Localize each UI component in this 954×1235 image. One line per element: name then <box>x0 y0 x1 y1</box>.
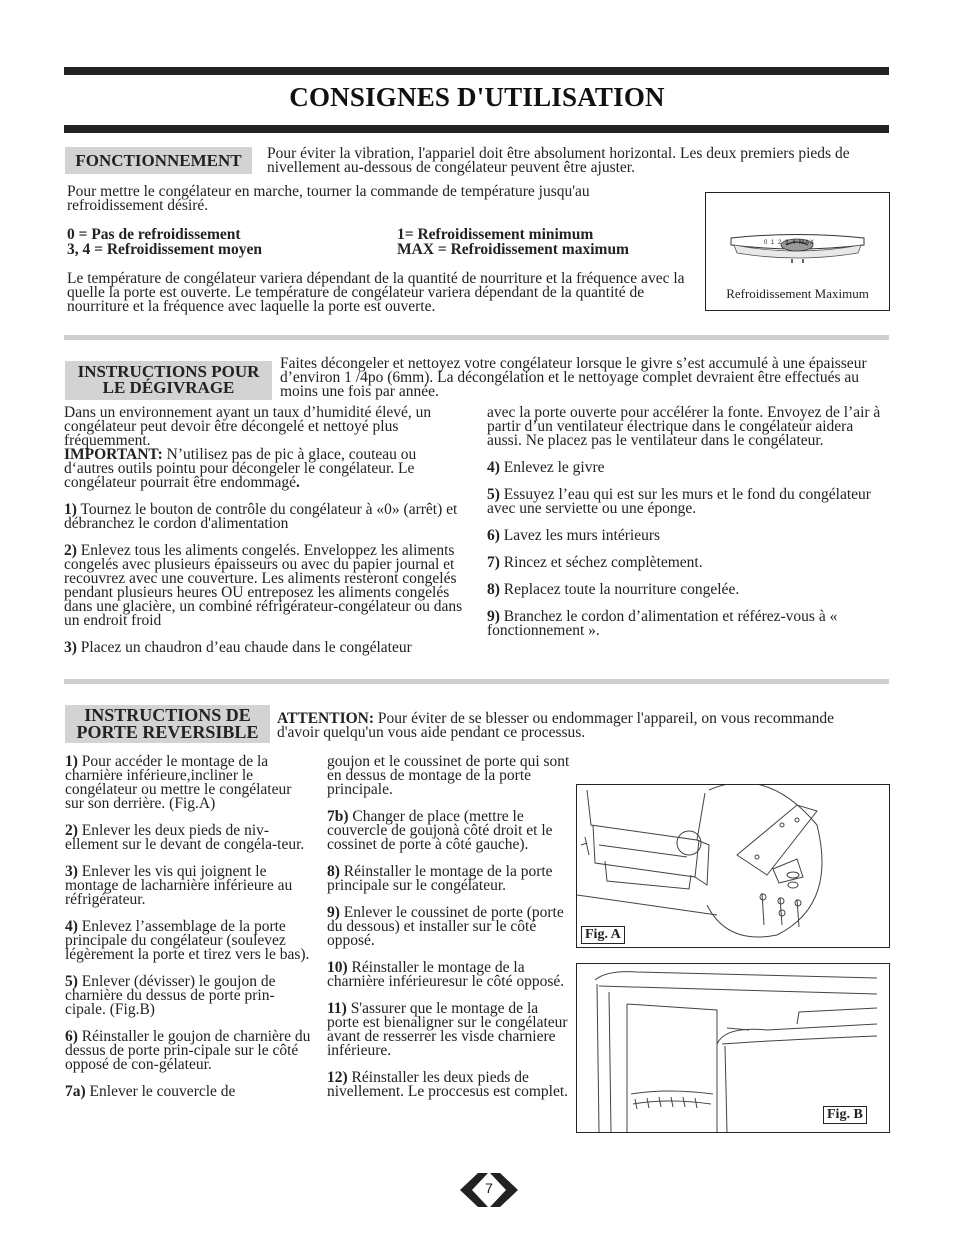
step-number: 6) <box>65 1028 78 1045</box>
step-text: Enlever les deux pieds de niv-ellement sur le devant de congéla-teur. <box>65 822 305 853</box>
section-label-fonctionnement: FONCTIONNEMENT <box>65 147 252 174</box>
section-separator-2 <box>64 679 889 684</box>
reversible-label-line1: INSTRUCTIONS DE <box>84 705 251 725</box>
step-number: 1) <box>65 753 78 770</box>
step-text: Tournez le bouton de contrôle du congélateur à «0» (arrêt) et débranchez le cordon d'alimentation <box>64 501 458 532</box>
important-note <box>64 448 464 490</box>
step-number: 11) <box>327 1000 347 1017</box>
step-text: Enlever le coussinet de porte (porte du dessous) et installer sur le côté opposé. <box>327 904 564 949</box>
step-text: S'assurer que le montage de la porte est bienaligner sur le congélateur avant de resserrer les visde charniere inférieure. <box>327 1000 568 1059</box>
step-text: Placez un chaudron d’eau chaude dans le congélateur <box>76 639 412 656</box>
step-text: Pour accéder le montage de la charnière inférieure,incliner le congélateur ou mettre le congélateur sur son derrière. (Fig.A) <box>65 753 292 812</box>
step-text: Réinstaller le goujon de charnière du dessus de porte prin-cipale sur le côté opposé de con-gélateur. <box>65 1028 311 1073</box>
section-separator-1 <box>64 335 889 340</box>
important-label: IMPORTANT: <box>64 446 163 463</box>
hinge-diagram-icon <box>577 785 889 947</box>
door-step-7a <box>65 1085 312 1099</box>
defrost-step-8 <box>487 583 887 597</box>
defrost-step-9 <box>487 610 887 638</box>
defrost-step-4 <box>487 461 887 475</box>
defrost-step-7 <box>487 556 887 570</box>
figure-a-label: Fig. A <box>581 926 625 944</box>
step-text: Réinstaller le montage de la charnière inférieuresur le côté opposé. <box>327 959 565 990</box>
attention-label: ATTENTION: <box>277 710 375 727</box>
reversible-column-2 <box>327 755 572 1099</box>
defrost-step-5 <box>487 488 887 516</box>
door-step-6 <box>65 1030 312 1072</box>
section-label-porte-reversible <box>65 705 270 743</box>
setting-max: MAX = Refroidissement maximum <box>397 241 629 258</box>
page-number-badge <box>458 1170 520 1210</box>
step-number: 9) <box>327 904 340 921</box>
step-text: Réinstaller les deux pieds de nivellement. Le proccesus est complet. <box>327 1069 569 1100</box>
degivrage-label-line2: LE DÉGIVRAGE <box>102 378 235 397</box>
door-step-2 <box>65 824 312 852</box>
step-text: Changer de place (mettre le couvercle de goujonà côté droit et le cossinet de porte à côté gauche). <box>327 808 553 853</box>
step-number: 9) <box>487 608 500 625</box>
step-number: 6) <box>487 527 500 544</box>
important-text: N’utilisez pas de pic à glace, couteau ou d‘autres outils pointu pour décongeler le congélateur. Le congélateur pourrait être endommagé <box>64 446 417 491</box>
step-text: Enlever les vis qui joignent le montage de lacharnière inférieure au réfrigérateur. <box>65 863 293 908</box>
reversible-column-1 <box>65 755 312 1099</box>
step-text: Enlevez le givre <box>499 459 605 476</box>
page-title: CONSIGNES D'UTILISATION <box>289 82 665 112</box>
step-text: Lavez les murs intérieurs <box>499 527 661 544</box>
door-step-7b <box>327 810 572 852</box>
step-number: 8) <box>487 581 500 598</box>
door-step-7a-continued: goujon et le coussinet de porte qui sont en dessus de montage de la porte principale. <box>327 753 570 798</box>
step-text: Enlevez tous les aliments congelés. Enveloppez les aliments congelés avec plusieurs épaisseurs ou avec du papier journal et recouvrez avec une couverture. Les aliments resteront congelés pendant plusieurs heures OU entreposez les aliments congelés dans une glacière, un combiné réfrigérateur-congélateur ou dans un endroit froid <box>64 542 463 629</box>
step-number: 5) <box>487 486 500 503</box>
step-number: 7) <box>487 554 500 571</box>
step-text: Essuyez l’eau qui est sur les murs et le fond du congélateur avec une serviette ou une éponge. <box>487 486 871 517</box>
step-text: Branchez le cordon d’alimentation et référez-vous à « fonctionnement ». <box>487 608 838 639</box>
defrost-step-3 <box>64 641 464 655</box>
fonctionnement-intro: Pour éviter la vibration, l'appariel doit être absolument horizontal. Les deux premiers pieds de nivellement au-dessous de congélateur peuvent être ajuster. <box>267 145 850 176</box>
step-number: 7b) <box>327 808 349 825</box>
door-step-8 <box>327 865 572 893</box>
section-label-degivrage <box>65 361 272 400</box>
step-text: Replacez toute la nourriture congelée. <box>499 581 740 598</box>
fonctionnement-para2: Le température de congélateur variera dépendant de la quantité de nourriture et la fréquence avec la quelle la porte est ouverte. Le température de congélateur variera dépendant de la quantité de nourriture et la fréquence avec laquelle la porte est ouverte. <box>67 270 685 315</box>
step-text: Rincez et séchez complètement. <box>499 554 703 571</box>
setting-3-4: 3, 4 = Refroidissement moyen <box>67 241 262 258</box>
degivrage-left-intro: Dans un environnement ayant un taux d’humidité élevé, un congélateur peut devoir être décongelé et nettoyé plus fréquemment. <box>64 404 432 449</box>
temperature-dial-figure <box>705 192 890 311</box>
door-step-11 <box>327 1002 572 1058</box>
step-number: 5) <box>65 973 78 990</box>
step-number: 2) <box>65 822 78 839</box>
door-step-12 <box>327 1071 572 1099</box>
dial-marks: 0 1 2 3 4 MAX <box>764 240 816 246</box>
figure-b-label: Fig. B <box>823 1106 867 1124</box>
degivrage-intro: Faites décongeler et nettoyez votre congélateur lorsque le givre s’est accumulé à une épaisseur d’environ 1 /4po (6mm). La décongélation et le nettoyage complet devraient être effectués au moins une fois par année. <box>280 355 867 400</box>
door-step-5 <box>65 975 312 1017</box>
door-step-4 <box>65 920 312 962</box>
page-number: 7 <box>485 1180 493 1196</box>
step-text: Enlever (dévisser) le goujon de charnière du dessus de porte prin-cipale. (Fig.B) <box>65 973 276 1018</box>
step-number: 10) <box>327 959 348 976</box>
step-number: 7a) <box>65 1083 86 1100</box>
header-bottom-rule <box>64 125 889 133</box>
setting-0: 0 = Pas de refroidissement <box>67 226 241 243</box>
door-step-3 <box>65 865 312 907</box>
step-number: 2) <box>64 542 77 559</box>
step-text: Réinstaller le montage de la porte principale sur le congélateur. <box>327 863 553 894</box>
door-step-10 <box>327 961 572 989</box>
step-number: 4) <box>487 459 500 476</box>
step-number: 4) <box>65 918 78 935</box>
attention-note <box>277 712 837 740</box>
step-number: 3) <box>65 863 78 880</box>
step-number: 1) <box>64 501 77 518</box>
defrost-step-1 <box>64 503 464 531</box>
step-text: Enlever le couvercle de <box>85 1083 236 1100</box>
door-step-9 <box>327 906 572 948</box>
defrost-step-6 <box>487 529 887 543</box>
door-step-1 <box>65 755 312 811</box>
step-text: Enlevez l’assemblage de la porte principale du congélateur (soulevez légèrement la porte et tirez vers le bas). <box>65 918 310 963</box>
figure-a <box>576 784 890 948</box>
step-number: 3) <box>64 639 77 656</box>
fonctionnement-para1: Pour mettre le congélateur en marche, tourner la commande de température jusqu'au refroidissement désiré. <box>67 183 590 214</box>
reversible-label-line2: PORTE REVERSIBLE <box>76 722 259 742</box>
degivrage-label-line1: INSTRUCTIONS POUR <box>77 362 260 381</box>
header-top-rule <box>64 67 889 75</box>
degivrage-left-column <box>64 406 464 655</box>
defrost-step-2 <box>64 544 464 628</box>
dial-caption: Refroidissement Maximum <box>726 286 869 301</box>
attention-text: Pour éviter de se blesser ou endommager l'appareil, on vous recommande d'avoir quelqu'un vous aide pendant ce processus. <box>277 710 834 741</box>
defrost-step-3-continued: avec la porte ouverte pour accélérer la fonte. Envoyez de l’air à partir d’un ventilateur électrique dans le congélateur aidera aussi. Ne placez pas le ventilateur dans le congélateur. <box>487 404 881 449</box>
setting-1: 1= Refroidissement minimum <box>397 226 594 243</box>
step-number: 8) <box>327 863 340 880</box>
degivrage-right-column <box>487 406 887 638</box>
important-end: . <box>295 474 300 491</box>
step-number: 12) <box>327 1069 348 1086</box>
